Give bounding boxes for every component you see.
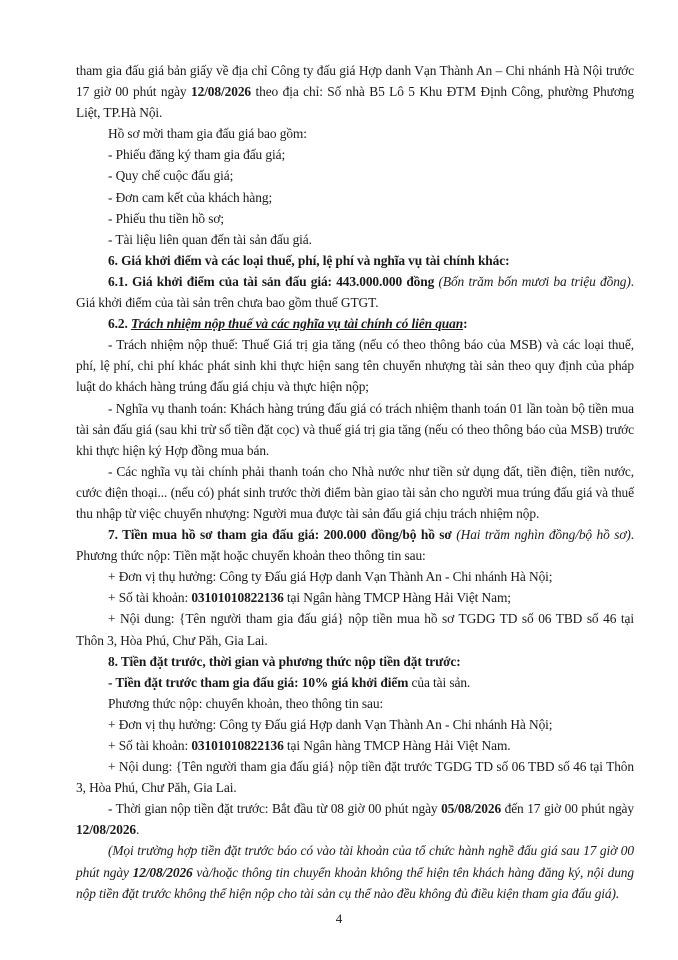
section-6-1-paragraph xyxy=(76,271,634,313)
submission-paragraph xyxy=(76,60,634,123)
other-obligations-paragraph: - Các nghĩa vụ tài chính phải thanh toán cho Nhà nước như tiền sử dụng đất, tiền điện, tiền nước, cước điện thoại... (nếu có) phát sinh trước thời điểm bàn giao tài sản cho người mua trúng đấu giá và thuế thu nhập từ việc chuyển nhượng: Người mua được tài sản đấu giá chịu trách nhiệm nộp. xyxy=(76,463,634,521)
docs-item: - Quy chế cuộc đấu giá; xyxy=(108,168,234,184)
section-7-account xyxy=(76,587,634,608)
section-7-price-words: (Hai trăm nghìn đồng/bộ hồ sơ) xyxy=(451,527,631,543)
deposit-note-text: (Mọi trường hợp tiền đặt trước báo có vào tài khoản của tổ chức hành nghề đấu giá sau 17 giờ 00 phút ngày xyxy=(76,843,634,880)
payment-obligation-paragraph: - Nghĩa vụ thanh toán: Khách hàng trúng đấu giá có trách nhiệm thanh toán 01 lần toàn bộ tiền mua tài sản đấu giá (sau khi trừ số tiền đặt cọc) và thuế giá trị gia tăng (nếu có theo thông báo của MSB) trước khi thực hiện ký Hợp đồng mua bán. xyxy=(76,400,634,458)
account-label: + Số tài khoản: xyxy=(108,590,192,606)
deposit-paragraph xyxy=(76,672,634,693)
deposit-time-end: . xyxy=(136,822,140,838)
docs-item: - Phiếu đăng ký tham gia đấu giá; xyxy=(108,147,286,163)
deposit-note-paragraph xyxy=(76,840,634,903)
docs-item: - Tài liệu liên quan đến tài sản đấu giá. xyxy=(108,231,312,247)
deposit-method: Phương thức nộp: chuyển khoản, theo thông tin sau: xyxy=(108,695,384,711)
page-number: 4 xyxy=(335,911,343,926)
deposit-start-date: 05/08/2026 xyxy=(441,801,502,817)
starting-price-words: (Bốn trăm bốn mươi ba triệu đồng) xyxy=(434,273,631,289)
starting-price-note: . Giá khởi điểm của tài sản trên chưa bao gồm thuế GTGT. xyxy=(76,273,634,311)
deposit-amount: - Tiền đặt trước tham gia đấu giá: 10% giá khởi điểm xyxy=(108,674,409,690)
deposit-time-text: đến 17 giờ 00 phút ngày xyxy=(501,801,634,817)
starting-price: 6.1. Giá khởi điểm của tài sản đấu giá: 443.000.000 đồng xyxy=(108,273,435,289)
section-6-2-title: Trách nhiệm nộp thuế và các nghĩa vụ tài chính có liên quan xyxy=(130,316,464,332)
section-7-method: . Phương thức nộp: Tiền mặt hoặc chuyển khoản theo thông tin sau: xyxy=(76,527,634,564)
docs-item: - Đơn cam kết của khách hàng; xyxy=(108,189,273,205)
section-8-heading: 8. Tiền đặt trước, thời gian và phương thức nộp tiền đặt trước: xyxy=(108,653,461,669)
deposit-rest: của tài sản. xyxy=(408,674,471,690)
account-number: 03101010822136 xyxy=(191,590,284,606)
docs-intro: Hồ sơ mời tham gia đấu giá bao gồm: xyxy=(108,126,307,142)
account-number: 03101010822136 xyxy=(191,738,284,753)
account-bank: tại Ngân hàng TMCP Hàng Hải Việt Nam. xyxy=(283,738,511,753)
section-6-2-number: 6.2. xyxy=(108,316,131,332)
submission-text: tham gia đấu giá bản giấy về địa chỉ Công ty đấu giá Hợp danh Vạn Thành An – Chi nhánh Hà Nội trước 17 giờ 00 phút ngày xyxy=(76,63,634,100)
account-label: + Số tài khoản: xyxy=(108,738,192,753)
section-6-2-colon: : xyxy=(463,316,468,332)
account-bank: tại Ngân hàng TMCP Hàng Hải Việt Nam; xyxy=(283,590,511,606)
submission-deadline-date: 12/08/2026 xyxy=(191,84,252,100)
deposit-note-date: 12/08/2026 xyxy=(132,864,193,880)
section-6-2-heading xyxy=(76,313,634,334)
section-7-heading: 7. Tiền mua hồ sơ tham gia đấu giá: 200.000 đồng/bộ hồ sơ xyxy=(108,527,452,543)
section-8-beneficiary: + Đơn vị thụ hưởng: Công ty Đấu giá Hợp danh Vạn Thành An - Chi nhánh Hà Nội; xyxy=(108,716,553,732)
section-7-paragraph xyxy=(76,524,634,566)
section-6-heading: 6. Giá khởi điểm và các loại thuế, phí, lệ phí và nghĩa vụ tài chính khác: xyxy=(108,252,510,268)
deposit-time-paragraph xyxy=(76,798,634,840)
docs-item: - Phiếu thu tiền hồ sơ; xyxy=(108,210,224,226)
submission-address: theo địa chỉ: Số nhà B5 Lô 5 Khu ĐTM Định Công, phường Phương Liệt, TP.Hà Nội. xyxy=(76,84,634,121)
section-7-content: + Nội dung: {Tên người tham gia đấu giá} nộp tiền mua hồ sơ TGDG TD số 06 TBD số 46 tại Thôn 3, Hòa Phú, Chư Păh, Gia Lai. xyxy=(76,611,634,648)
deposit-end-date: 12/08/2026 xyxy=(76,822,137,838)
section-7-beneficiary: + Đơn vị thụ hưởng: Công ty Đấu giá Hợp danh Vạn Thành An - Chi nhánh Hà Nội; xyxy=(108,569,553,585)
tax-responsibility-paragraph: - Trách nhiệm nộp thuế: Thuế Giá trị gia tăng (nếu có theo thông báo của MSB) và các loại thuế, phí, lệ phí, chi phí khác phát sinh khi thực hiện sang tên chuyển nhượng tài sản theo quy định của pháp luật do khách hàng trúng đấu giá chịu và thực hiện nộp; xyxy=(76,337,634,395)
section-8-content: + Nội dung: {Tên người tham gia đấu giá} nộp tiền đặt trước TGDG TD số 06 TBD số 46 tại Thôn 3, Hòa Phú, Chư Păh, Gia Lai. xyxy=(76,759,634,796)
deposit-time-text: - Thời gian nộp tiền đặt trước: Bắt đầu từ 08 giờ 00 phút ngày xyxy=(108,801,442,817)
section-8-account xyxy=(76,735,634,756)
deposit-note-text: và/hoặc thông tin chuyển khoản không thể hiện tên khách hàng đăng ký, nội dung nộp tiền đặt trước không thể hiện nộp cho tài sản cụ thể nào đều không đủ điều kiện tham gia đấu giá). xyxy=(76,864,634,901)
